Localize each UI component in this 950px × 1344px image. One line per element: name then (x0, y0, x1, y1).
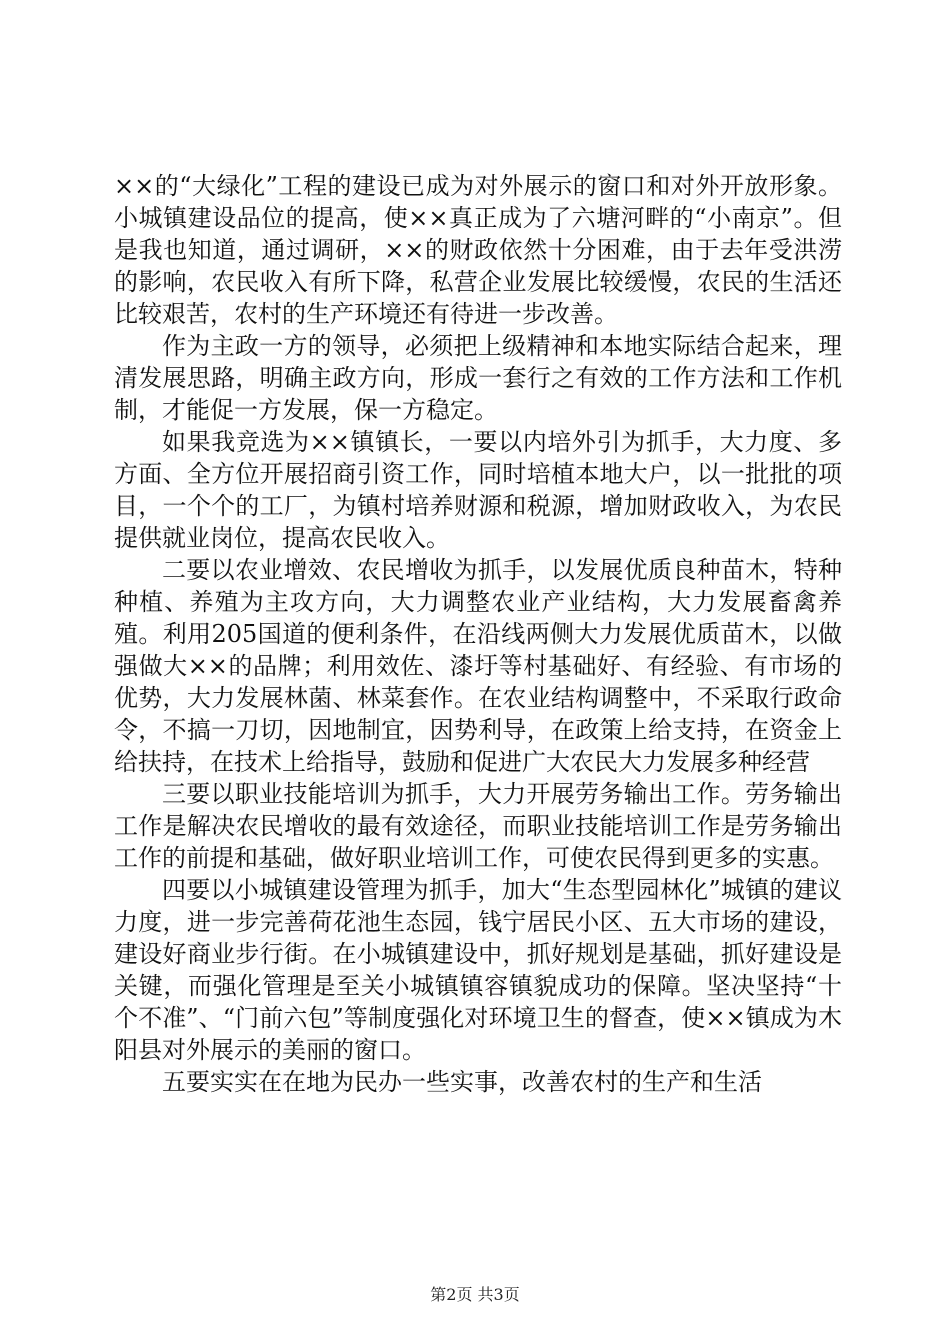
paragraph-point-three: 三要以职业技能培训为抓手，大力开展劳务输出工作。劳务输出工作是解决农民增收的最有效途径，而职业技能培训工作是劳务输出工作的前提和基础，做好职业培训工作，可使农民得到更多的实惠。 (114, 780, 842, 872)
paragraph-point-one: 如果我竞选为××镇镇长，一要以内培外引为抓手，大力度、多方面、全方位开展招商引资工作，同时培植本地大户，以一批批的项目，一个个的工厂，为镇村培养财源和税源，增加财政收入，为农民提供就业岗位，提高农民收入。 (114, 428, 842, 552)
document-body (114, 170, 842, 1098)
paragraph-point-two: 二要以农业增效、农民增收为抓手，以发展优质良种苗木，特种种植、养殖为主攻方向，大力调整农业产业结构，大力发展畜禽养殖。利用205国道的便利条件，在沿线两侧大力发展优质苗木，以做强做大××的品牌；利用效佐、漆圩等村基础好、有经验、有市场的优势，大力发展林菌、林菜套作。在农业结构调整中，不采取行政命令，不搞一刀切，因地制宜，因势利导，在政策上给支持，在资金上给扶持，在技术上给指导，鼓励和促进广大农民大力发展多种经营 (114, 556, 842, 776)
page-number-footer: 第2页 共3页 (430, 1285, 520, 1304)
paragraph-point-four: 四要以小城镇建设管理为抓手，加大“生态型园林化”城镇的建议力度，进一步完善荷花池生态园，钱宁居民小区、五大市场的建设，建设好商业步行街。在小城镇建设中，抓好规划是基础，抓好建设是关键，而强化管理是至关小城镇镇容镇貌成功的保障。坚决坚持“十个不准”、“门前六包”等制度强化对环境卫生的督查，使××镇成为木阳县对外展示的美丽的窗口。 (114, 876, 842, 1064)
paragraph-leadership: 作为主政一方的领导，必须把上级精神和本地实际结合起来，理清发展思路，明确主政方向，形成一套行之有效的工作方法和工作机制，才能促一方发展，保一方稳定。 (114, 332, 842, 424)
paragraph-point-five: 五要实实在在地为民办一些实事，改善农村的生产和生活 (162, 1068, 762, 1096)
paragraph-continuation: ××的“大绿化”工程的建设已成为对外展示的窗口和对外开放形象。小城镇建设品位的提高，使××真正成为了六塘河畔的“小南京”。但是我也知道，通过调研，××的财政依然十分困难，由于去年受洪涝的影响，农民收入有所下降，私营企业发展比较缓慢，农民的生活还比较艰苦，农村的生产环境还有待进一步改善。 (114, 172, 842, 328)
